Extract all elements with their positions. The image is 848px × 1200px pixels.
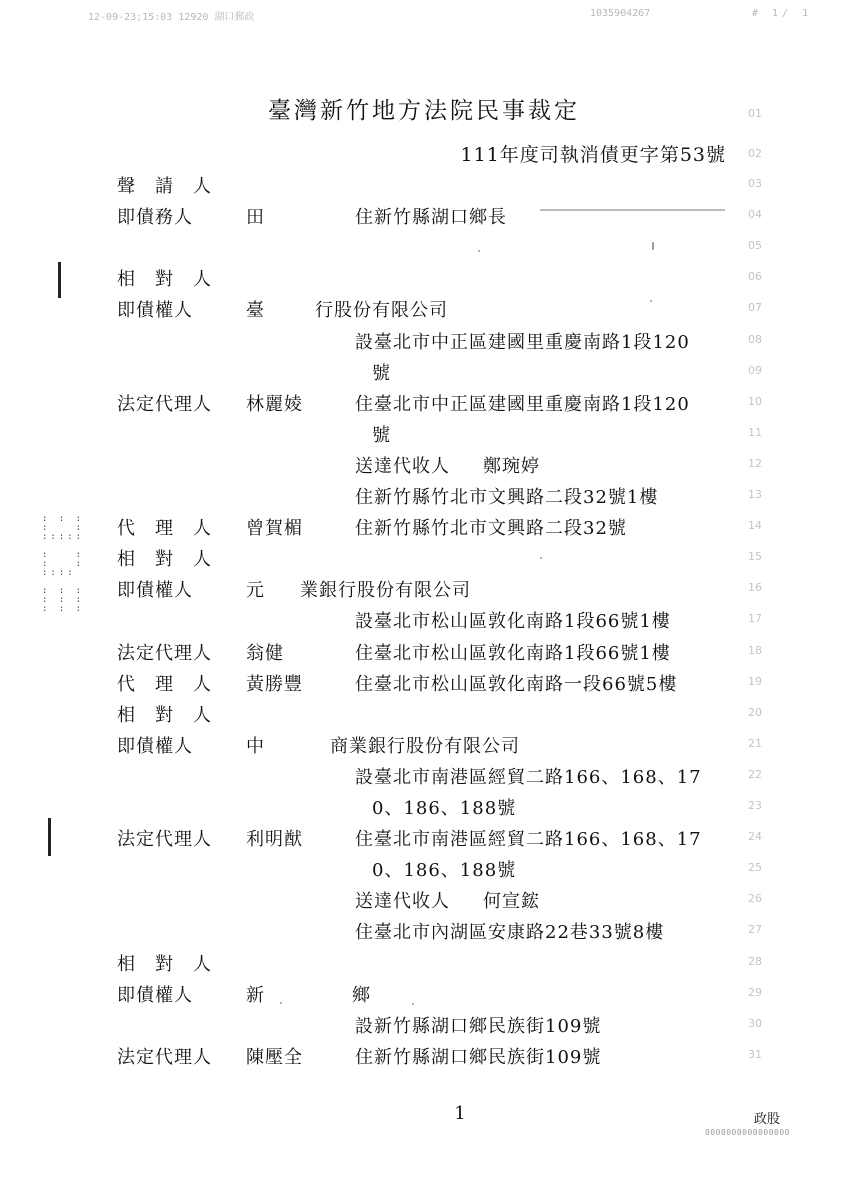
party-row [0, 856, 848, 888]
party-role: 法定代理人 [117, 829, 212, 851]
line-number: 14 [748, 519, 762, 533]
party-row [0, 825, 848, 857]
party-role: 相 對 人 [117, 953, 212, 975]
party-name: 陳壓全 [246, 1046, 303, 1068]
line-number: 03 [748, 177, 762, 190]
party-row [0, 514, 848, 546]
party-role: 法定代理人 [117, 1046, 212, 1068]
party-row [0, 265, 848, 297]
case-number: 111年度司執消債更字第53號 [460, 144, 726, 166]
fax-header-timestamp: 12-09-23;15:03 12920 湖口郵政 [88, 12, 255, 23]
party-name-rest: 行股份有限公司 [315, 300, 448, 322]
party-name: 臺 [246, 300, 265, 322]
line-number: 23 [748, 799, 762, 812]
party-role: 代 理 人 [117, 518, 212, 540]
line-number: 13 [748, 488, 762, 501]
line-number: 04 [748, 208, 762, 222]
party-row [0, 452, 848, 484]
party-row [0, 763, 848, 795]
service-agent-name: 鄭琬婷 [483, 455, 540, 477]
service-agent-label: 送達代收人 [355, 891, 450, 913]
speck [652, 242, 654, 250]
fax-header [0, 8, 848, 26]
party-row [0, 670, 848, 702]
party-role: 即債權人 [117, 984, 193, 1006]
line-number: 30 [748, 1016, 762, 1030]
party-role: 即債務人 [117, 207, 193, 229]
party-row [0, 234, 848, 266]
line-number: 18 [748, 643, 762, 657]
party-name: 黃勝豐 [246, 673, 303, 695]
party-role: 即債權人 [117, 300, 193, 322]
party-address: 住臺北市南港區經貿二路166、168、17 [355, 829, 702, 851]
party-row [0, 203, 848, 235]
party-name: 林麗婈 [246, 393, 303, 415]
party-row [0, 794, 848, 826]
party-address: 設臺北市中正區建國里重慶南路1段120 [355, 331, 690, 353]
party-name: 翁健 [246, 642, 284, 664]
party-row [0, 732, 848, 764]
party-role: 代 理 人 [117, 673, 212, 695]
line-number: 10 [748, 394, 762, 408]
line-number: 27 [748, 923, 762, 937]
line-number: 12 [748, 456, 762, 470]
party-row [0, 981, 848, 1013]
party-row [0, 607, 848, 639]
party-name-rest: 商業銀行股份有限公司 [330, 735, 520, 757]
party-name-rest: 鄉 [352, 984, 371, 1006]
party-row [0, 1043, 848, 1075]
line-number: 17 [748, 612, 762, 626]
line-number: 19 [748, 674, 762, 688]
party-row [0, 1012, 848, 1044]
line-number: 02 [748, 147, 762, 160]
party-name-rest: 業銀行股份有限公司 [300, 580, 471, 602]
line-number: 09 [748, 363, 762, 377]
line-number: 22 [748, 767, 762, 781]
document-code: 0000000000000000 [704, 1128, 790, 1137]
speck [280, 1002, 282, 1004]
speck [478, 250, 480, 252]
party-row [0, 950, 848, 982]
party-role: 法定代理人 [117, 642, 212, 664]
line-number: 24 [748, 830, 762, 844]
speck [540, 557, 542, 559]
party-row [0, 918, 848, 950]
party-address-continued: 號 [372, 424, 391, 446]
party-row [0, 545, 848, 577]
party-row [0, 576, 848, 608]
party-role: 相 對 人 [117, 269, 212, 291]
party-row [0, 172, 848, 204]
party-row [0, 887, 848, 919]
line-number: 28 [748, 954, 762, 968]
line-number: 26 [748, 892, 762, 906]
party-role: 相 對 人 [117, 549, 212, 571]
party-row [0, 701, 848, 733]
party-address: 住新竹縣湖口鄉長 [355, 207, 507, 229]
speck [650, 300, 652, 302]
line-number: 31 [748, 1047, 762, 1061]
line-number: 07 [748, 301, 762, 315]
party-name: 田 [246, 207, 265, 229]
party-name: 元 [246, 580, 265, 602]
binding-holes: : : : : : ::::: : : : : :::: : : : : : : : : : [42, 514, 85, 614]
party-address-continued: 0、186、188號 [372, 860, 517, 882]
line-number: 29 [748, 985, 762, 999]
party-role: 即債權人 [117, 735, 193, 757]
party-row [0, 483, 848, 515]
party-address: 住臺北市松山區敦化南路1段66號1樓 [355, 642, 671, 664]
party-address: 設新竹縣湖口鄉民族街109號 [355, 1015, 602, 1037]
line-number: 16 [748, 581, 762, 595]
line-number: 08 [748, 332, 762, 346]
service-agent-name: 何宣鋐 [483, 891, 540, 913]
line-number: 11 [748, 425, 762, 439]
party-row [0, 639, 848, 671]
line-number: 20 [748, 705, 762, 719]
party-name: 中 [246, 735, 265, 757]
fax-header-number: 1035904267 [590, 8, 651, 19]
speck [412, 1003, 414, 1005]
line-number: 01 [748, 107, 762, 120]
party-address: 住新竹縣竹北市文興路二段32號 [355, 518, 627, 540]
party-role: 相 對 人 [117, 704, 212, 726]
party-name: 新 [246, 984, 265, 1006]
party-address: 設臺北市南港區經貿二路166、168、17 [355, 766, 702, 788]
party-address: 住新竹縣湖口鄉民族街109號 [355, 1046, 602, 1068]
line-number: 05 [748, 239, 762, 253]
line-number: 15 [748, 550, 762, 564]
party-address-continued: 0、186、188號 [372, 798, 517, 819]
party-row [0, 296, 848, 328]
party-address-continued: 號 [372, 362, 391, 384]
party-row [0, 328, 848, 360]
party-address: 住臺北市內湖區安康路22巷33號8樓 [355, 922, 665, 944]
party-address: 住新竹縣竹北市文興路二段32號1樓 [355, 487, 659, 508]
party-name: 利明猷 [246, 829, 303, 851]
line-number: 21 [748, 736, 762, 750]
fax-header-page: # 1/ 1 [752, 8, 813, 19]
party-address: 住臺北市松山區敦化南路一段66號5樓 [355, 673, 678, 695]
document-title: 臺灣新竹地方法院民事裁定 [268, 98, 580, 124]
party-row [0, 359, 848, 391]
service-agent-label: 送達代收人 [355, 455, 450, 477]
party-role: 即債權人 [117, 580, 193, 602]
department-stamp: 政股 [753, 1112, 780, 1127]
line-number: 06 [748, 270, 762, 284]
party-address: 住臺北市中正區建國里重慶南路1段120 [355, 393, 690, 415]
party-row [0, 421, 848, 453]
party-row [0, 390, 848, 422]
redaction-mark [540, 209, 725, 211]
margin-mark [58, 262, 61, 298]
page-number: 1 [454, 1103, 466, 1124]
margin-mark [48, 818, 51, 856]
line-number: 25 [748, 861, 762, 875]
party-role: 法定代理人 [117, 393, 212, 415]
party-role: 聲 請 人 [117, 176, 212, 197]
party-address: 設臺北市松山區敦化南路1段66號1樓 [355, 611, 671, 633]
party-name: 曾賀楣 [246, 518, 303, 540]
